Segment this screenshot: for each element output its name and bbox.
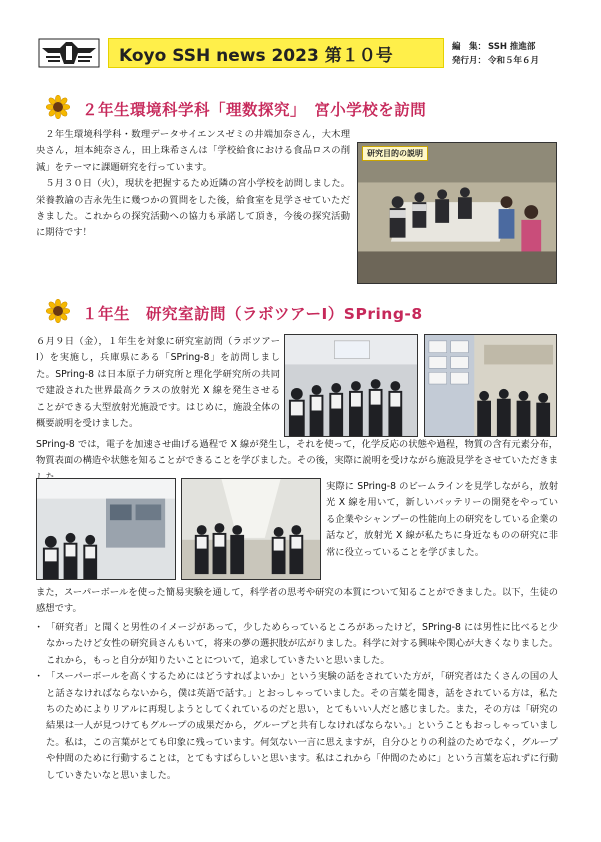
newsletter-title-banner (108, 38, 444, 68)
issued-value: 令和５年６月 (488, 56, 540, 66)
section1-paragraph: ２年生環境科学科・数理データサイエンスゼミの井端加奈さん，大木理央さん，垣本純奈さん，田上珠希さんは「学校給食における食品ロスの削減」をテーマに課題研究を行っています。 (36, 129, 350, 173)
section2-title: １年生 研究室訪問（ラボツアーⅠ）SPring-8 (82, 305, 423, 323)
student-voice-item: ・ 「スーパーボールを高くするためにはどうすればよいか」という実験の話をされていた方が，「研究者はたくさんの国の人と話さなければならないから，僕は英語で話す。」とおっしゃっていました。その言葉を聞き，話をされている方は，私たちのためによりリアルに再現しようとしてくれているのだと思い，とてもいい人だと感じました。また，その方は「研究の結果は一人が見つけてもグループの成果だから，グループと共有しなければならない。」ということもおっしゃっていました。私は，この言葉がとても印象に残っています。何気ない一言に思えますが，自分ひとりの利益のためでなく，グループや仲間のために行動することは，とてもすばらしいと思います。私はこれから「仲間のために」という言葉を忘れずに行動していきたいなと思いました。 (36, 669, 558, 784)
classroom-photo (357, 142, 557, 284)
lecture-hall-photo (284, 334, 418, 437)
sunflower-icon (46, 95, 70, 119)
section2-intro: ６月９日（金），１年生を対象に研究室訪問（ラボツアーⅠ）を実施し，兵庫県にある「SPring-8」を訪問しました。SPring-8 は日本原子力研究所と理化学研究所の共同で建設された世界最高クラスの放射光 X 線を発生させることができる大型放射光施設です。はじめに，施設全体の概要説明を受けました。 (36, 336, 280, 430)
sunflower-icon (46, 299, 70, 323)
section1-body (36, 127, 350, 242)
issued-label: 発行月： (452, 56, 487, 66)
section2-paragraph-3: 実際に SPring-8 のビームラインを見学しながら，放射光 X 線を用いて，新しいバッテリーの開発をやっている企業やシャンプーの性能向上の研究をしている企業の話など，放射光 X 線が私たちに身近なものの研究に非常に役立っていることを学びました。 (326, 481, 558, 558)
editor-label: 編 集： (452, 42, 487, 52)
editor-info (452, 40, 592, 68)
photo-caption: 研究目的の説明 (362, 146, 428, 161)
section2-paragraph-2: SPring-8 では，電子を加速させ曲げる過程で X 線が発生し，それを使って，化学反応の状態や過程，物質の含有元素分布，物質表面の構造や状態を知ることができることを学びました。その後，実際に説明を受けながら施設見学をさせていただきま (36, 439, 558, 467)
section2-paragraph-4: また，スーパーボールを使った簡易実験を通して，科学者の思考や研究の本質について知ることができました。以下，生徒の感想です。 (36, 587, 558, 615)
section1-paragraph: ５月３０日（火），現状を把握するため近隣の宮小学校を訪問しました。栄養教諭の吉永先生に幾つかの質問をした後，給食室を見学させていただきました。これからの探究活動への協力も承諾して頂き，今後の探究活動に期待です！ (36, 178, 350, 239)
student-voice-item: ・ 「研究者」と聞くと男性のイメージがあって，少しためらっているところがあったけど，SPring-8 には男性に比べると少なかったけど女性の研究員さんもいて，将来の夢の選択肢が広がりました。科学に対する興味や関心が大きくなりました。これから，もっと自分が知りたいことについて，追求していきたいと思いました。 (36, 620, 558, 669)
newsletter-title: Koyo SSH news 2023 第１０号 (119, 45, 393, 66)
section1-title: ２年生環境科学科「理数探究」 宮小学校を訪問 (82, 101, 427, 119)
school-logo (38, 38, 100, 68)
exhibit-hall-photo (424, 334, 557, 437)
student-voices (36, 620, 558, 784)
editor-value: SSH 推進部 (488, 42, 536, 52)
corridor-photo (181, 478, 321, 580)
beamline-photo (36, 478, 176, 580)
